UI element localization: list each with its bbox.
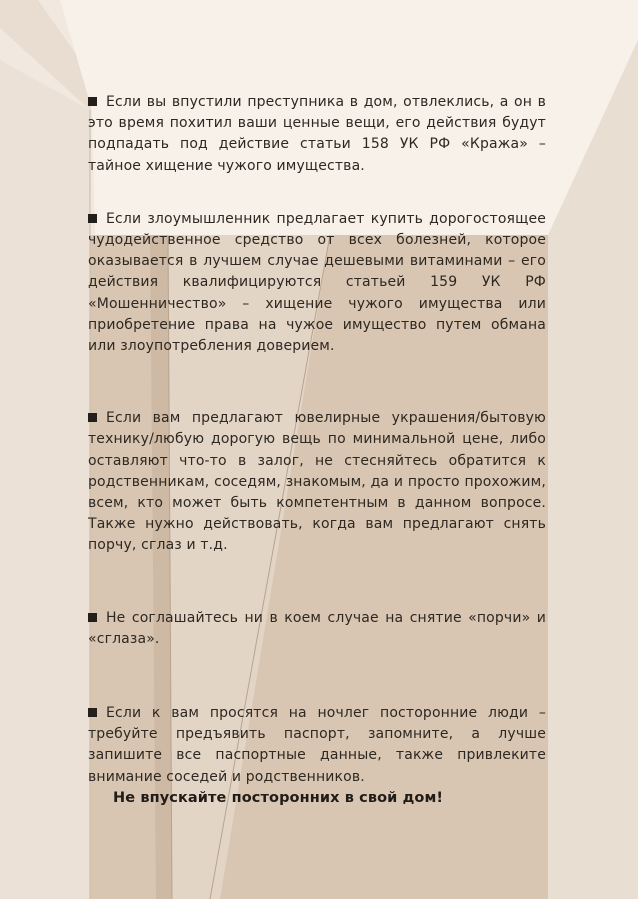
closing-warning: Не впускайте посторонних в свой дом! bbox=[113, 789, 444, 806]
paragraph-lodging-request-text: Если к вам просятся на ночлег посторонние люди – требуйте предъявить паспорт, запомните, а лучше запишите все паспортные данные, также привлеките внимание соседей и родственников. bbox=[88, 705, 546, 785]
paragraph-curse-removal bbox=[88, 608, 546, 650]
square-bullet-icon bbox=[88, 214, 97, 223]
paragraph-cheap-goods-text: Если вам предлагают ювелирные украшения/бытовую технику/любую дорогую вещь по минимальной цене, либо оставляют что-то в залог, не стесняйтесь обратится к родственникам, соседям, знакомым, да и просто прохожим, всем, кто может быть компетентным в данном вопросе. Также нужно действовать, когда вам предлагают снять порчу, сглаз и т.д. bbox=[88, 410, 546, 554]
square-bullet-icon bbox=[88, 708, 97, 717]
paragraph-fraud-medicine-text: Если злоумышленник предлагает купить дорогостоящее чудодейственное средство от всех болезней, которое оказывается в лучшем случае дешевыми витаминами – его действия квалифицируются статьей 159 УК РФ «Мошенничество» – хищение чужого имущества или приобретение права на чужое имущество путем обмана или злоупотребления доверием. bbox=[88, 210, 546, 355]
paragraph-curse-removal-text: Не соглашайтесь ни в коем случае на снятие «порчи» и «сглаза». bbox=[88, 609, 546, 647]
paragraph-cheap-goods bbox=[88, 408, 546, 556]
square-bullet-icon bbox=[88, 97, 97, 106]
document-body bbox=[88, 92, 546, 806]
paragraph-lodging-request bbox=[88, 703, 546, 788]
paragraph-theft bbox=[88, 92, 546, 177]
paragraph-fraud-medicine bbox=[88, 209, 546, 357]
paragraph-theft-text: Если вы впустили преступника в дом, отвлеклись, а он в это время похитил ваши ценные вещи, его действия будут подпадать под действие статьи 158 УК РФ «Кража» – тайное хищение чужого имущества. bbox=[88, 94, 546, 174]
square-bullet-icon bbox=[88, 613, 97, 622]
square-bullet-icon bbox=[88, 413, 97, 422]
